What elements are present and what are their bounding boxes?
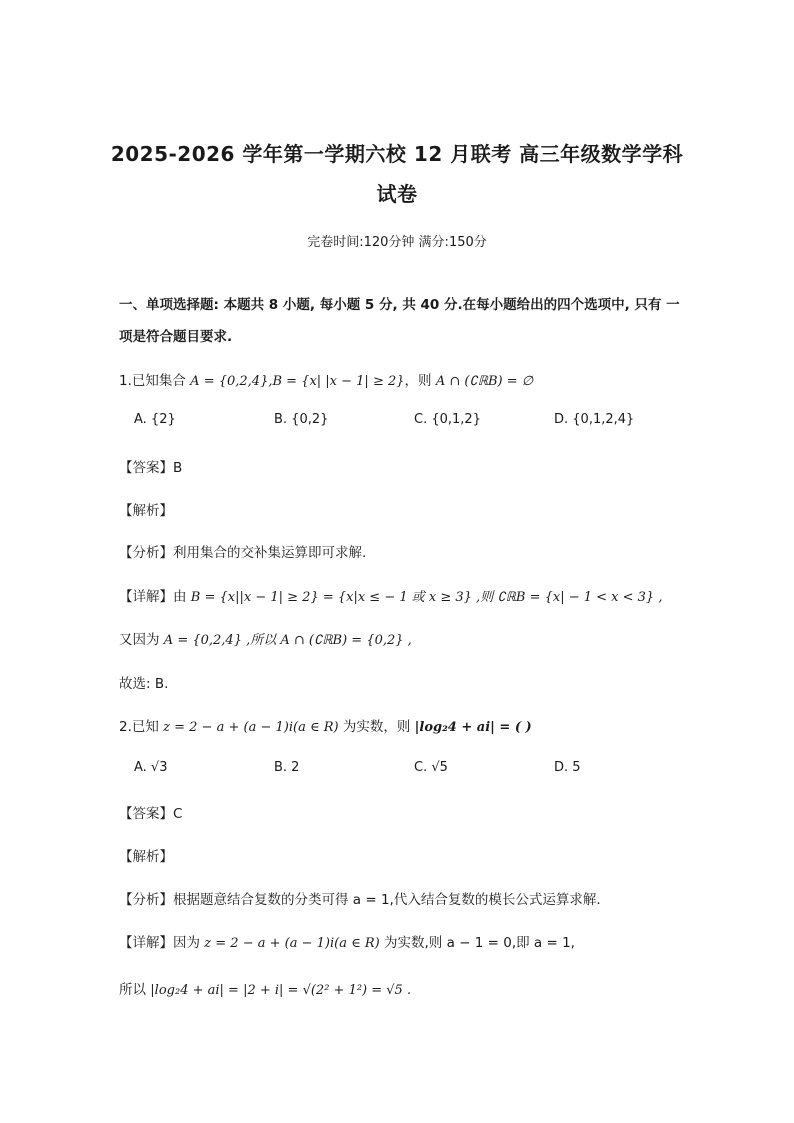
q1-stem-math: A = {0,2,4},B = {x| |x − 1| ≥ 2} xyxy=(190,374,405,389)
document-title-line-2: 试卷 xyxy=(376,182,418,206)
q2-detail-suffix: 为实数,则 a − 1 = 0,即 a = 1, xyxy=(379,935,575,951)
q1-conclusion: 故选: B. xyxy=(119,676,169,692)
q2-answer: 【答案】C xyxy=(119,806,183,822)
q2-stem-math: z = 2 − a + (a − 1)i(a ∈ R) xyxy=(163,720,339,735)
q1-option-d: D. {0,1,2,4} xyxy=(554,412,635,427)
q2-detail-2-math: |log₂4 + ai| = |2 + i| = √(2² + 1²) = √5 . xyxy=(150,983,412,998)
q1-option-a: A. {2} xyxy=(134,412,176,427)
q2-detail-prefix: 【详解】因为 xyxy=(119,935,205,951)
q1-analysis-header: 【解析】 xyxy=(119,503,173,519)
q1-stem-math-2: A ∩ (∁ℝB) = ∅ xyxy=(435,374,534,389)
q2-detail-math: z = 2 − a + (a − 1)i(a ∈ R) xyxy=(204,936,380,951)
q1-stem xyxy=(119,369,533,389)
q2-stem-math-2: |log₂4 + ai| = ( ) xyxy=(414,720,532,735)
q1-stem-prefix: 1.已知集合 xyxy=(119,373,191,389)
q1-detail-line-1 xyxy=(119,585,662,605)
q1-analysis: 【分析】利用集合的交补集运算即可求解. xyxy=(119,545,367,561)
q1-stem-mid: ，则 xyxy=(404,373,436,389)
q2-detail-line-1 xyxy=(119,931,575,951)
q2-stem xyxy=(119,715,532,735)
q2-option-c: C. √5 xyxy=(414,760,448,775)
q2-stem-mid: 为实数，则 xyxy=(338,719,415,735)
q2-analysis: 【分析】根据题意结合复数的分类可得 a = 1,代入结合复数的模长公式运算求解. xyxy=(119,892,601,908)
q1-detail-math: B = {x||x − 1| ≥ 2} = {x|x ≤ − 1 或 x ≥ 3} ,则 ∁ℝB = {x| − 1 < x < 3} , xyxy=(190,590,663,605)
q2-detail-line-2 xyxy=(119,978,411,998)
q2-analysis-header: 【解析】 xyxy=(119,849,173,865)
q1-option-c: C. {0,1,2} xyxy=(414,412,481,427)
exam-time-and-score: 完卷时间:120分钟 满分:150分 xyxy=(307,235,487,250)
q1-detail-2-math: A = {0,2,4} ,所以 A ∩ (∁ℝB) = {0,2} , xyxy=(163,633,412,648)
document-title-line-1: 2025-2026 学年第一学期六校 12 月联考 高三年级数学学科 xyxy=(110,142,684,166)
q1-detail-prefix: 【详解】由 xyxy=(119,589,191,605)
section-heading-line-1: 一、单项选择题: 本题共 8 小题, 每小题 5 分, 共 40 分.在每小题给出的四个选项中, 只有 一 xyxy=(119,297,680,313)
section-heading-line-2: 项是符合题目要求. xyxy=(119,329,233,345)
q2-detail-2-prefix: 所以 xyxy=(119,982,151,998)
q1-detail-2-prefix: 又因为 xyxy=(119,632,164,648)
q1-detail-line-2 xyxy=(119,628,412,648)
q1-option-b: B. {0,2} xyxy=(274,412,329,427)
q2-option-d: D. 5 xyxy=(554,760,581,775)
q2-option-b: B. 2 xyxy=(274,760,300,775)
q2-option-a: A. √3 xyxy=(134,760,168,775)
q2-stem-prefix: 2.已知 xyxy=(119,719,164,735)
q1-answer: 【答案】B xyxy=(119,460,183,476)
